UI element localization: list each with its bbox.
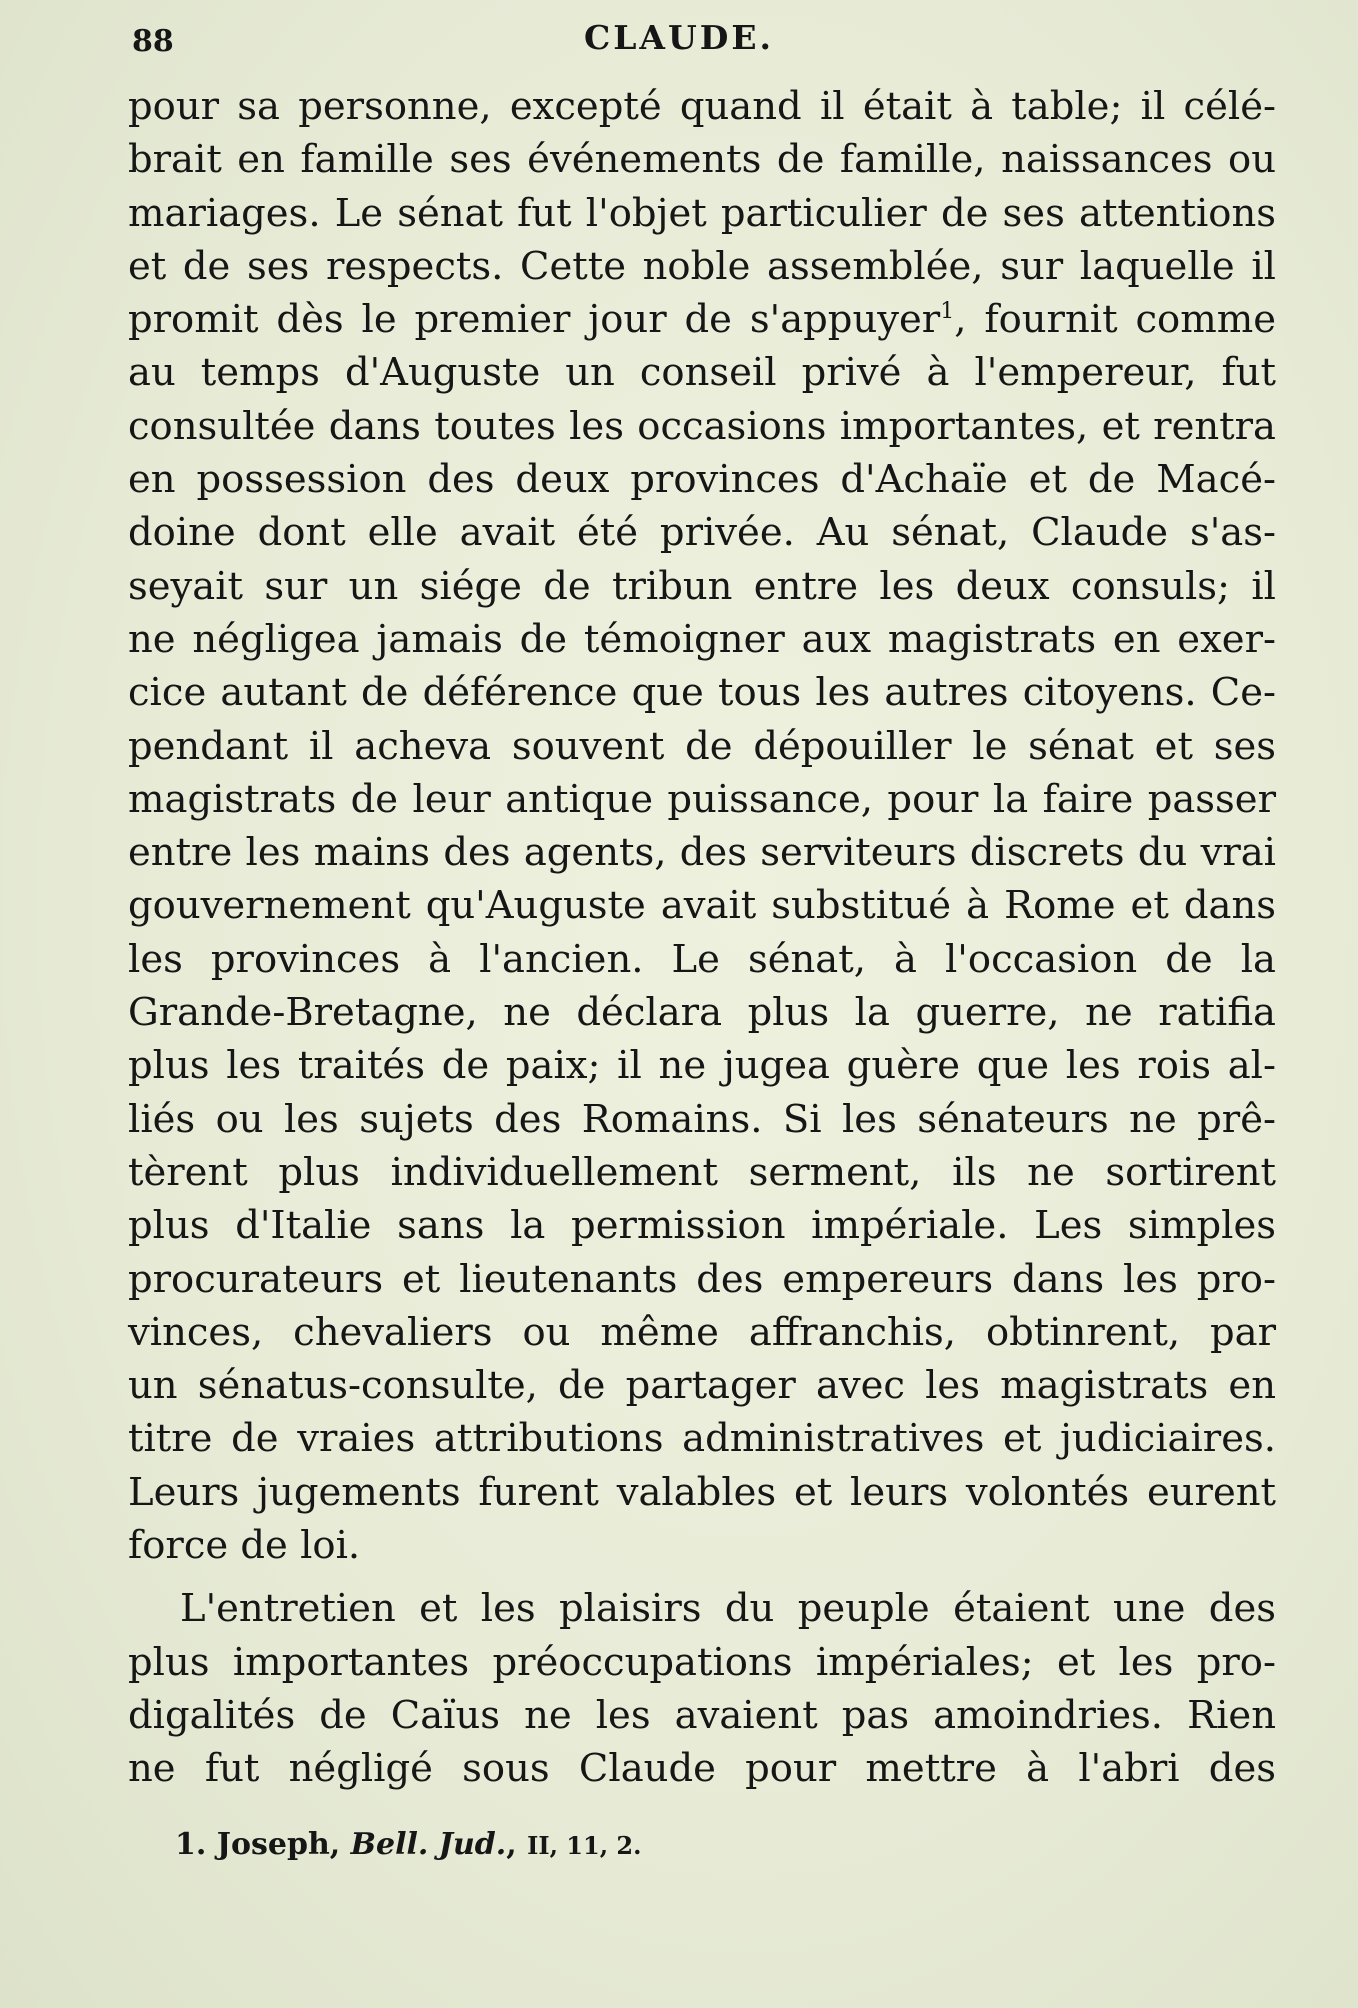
text-line: au temps d'Auguste un conseil privé à l'empereur, fut	[128, 350, 1276, 396]
footnote-number: 1.	[175, 1827, 207, 1862]
running-head: CLAUDE.	[583, 18, 775, 57]
footnote-author: Joseph,	[216, 1827, 341, 1862]
text-line: magistrats de leur antique puissance, pour la faire passer	[128, 776, 1276, 822]
text-line: en possession des deux provinces d'Achaïe et de Macé-	[128, 457, 1276, 503]
text-line: doine dont elle avait été privée. Au sénat, Claude s'as-	[128, 510, 1276, 556]
text-line: liés ou les sujets des Romains. Si les sénateurs ne prê-	[128, 1096, 1276, 1142]
text-line: un sénatus-consulte, de partager avec les magistrats en	[128, 1363, 1276, 1409]
text-line: titre de vraies attributions administratives et judiciaires.	[128, 1416, 1276, 1462]
footnote-work: Bell. Jud.	[350, 1827, 507, 1862]
text-line: ne fut négligé sous Claude pour mettre à l'abri des	[128, 1746, 1276, 1792]
page-number: 88	[132, 24, 174, 59]
text-line: pour sa personne, excepté quand il était à table; il célé-	[128, 84, 1276, 129]
footnote-reference-numbers: II, 11, 2.	[527, 1831, 642, 1860]
footnote	[175, 1827, 641, 1862]
text-line: Grande-Bretagne, ne déclara plus la guerre, ne ratifia	[128, 990, 1276, 1036]
text-line: mariages. Le sénat fut l'objet particulier de ses attentions	[128, 190, 1276, 236]
text-line: brait en famille ses événements de famille, naissances ou	[128, 137, 1276, 183]
text-line: force de loi.	[128, 1523, 361, 1569]
text-line: plus importantes préoccupations impériales; et les pro-	[128, 1639, 1276, 1685]
text-segment: , fournit comme	[954, 297, 1276, 343]
text-line: ne négligea jamais de témoigner aux magistrats en exer-	[128, 616, 1276, 662]
text-line: L'entretien et les plaisirs du peuple étaient une des	[180, 1586, 1276, 1632]
text-line: vinces, chevaliers ou même affranchis, obtinrent, par	[128, 1309, 1276, 1355]
text-segment: promit dès le premier jour de s'appuyer	[128, 297, 941, 343]
text-line: Leurs jugements furent valables et leurs volontés eurent	[128, 1469, 1276, 1515]
footnote-reference: 1	[940, 299, 955, 325]
text-line-with-footnote	[128, 293, 1276, 346]
footnote-comma: ,	[506, 1827, 517, 1862]
text-line: cice autant de déférence que tous les autres citoyens. Ce-	[128, 670, 1276, 716]
body-text	[128, 80, 1276, 1796]
text-line: les provinces à l'ancien. Le sénat, à l'occasion de la	[128, 936, 1276, 982]
paragraph-1	[128, 80, 1276, 1572]
text-line: seyait sur un siége de tribun entre les deux consuls; il	[128, 563, 1276, 609]
text-line: digalités de Caïus ne les avaient pas amoindries. Rien	[128, 1692, 1276, 1738]
text-line: tèrent plus individuellement serment, ils ne sortirent	[128, 1149, 1276, 1195]
text-line: plus les traités de paix; il ne jugea guère que les rois al-	[128, 1043, 1276, 1089]
text-line: pendant il acheva souvent de dépouiller le sénat et ses	[128, 723, 1276, 769]
text-line: consultée dans toutes les occasions importantes, et rentra	[128, 403, 1276, 449]
paragraph-2	[128, 1582, 1276, 1795]
text-line: procurateurs et lieutenants des empereurs dans les pro-	[128, 1256, 1276, 1302]
text-line: plus d'Italie sans la permission impériale. Les simples	[128, 1203, 1276, 1249]
text-line: entre les mains des agents, des serviteurs discrets du vrai	[128, 830, 1276, 876]
text-line: gouvernement qu'Auguste avait substitué à Rome et dans	[128, 883, 1276, 929]
text-line: et de ses respects. Cette noble assemblée, sur laquelle il	[128, 243, 1276, 289]
